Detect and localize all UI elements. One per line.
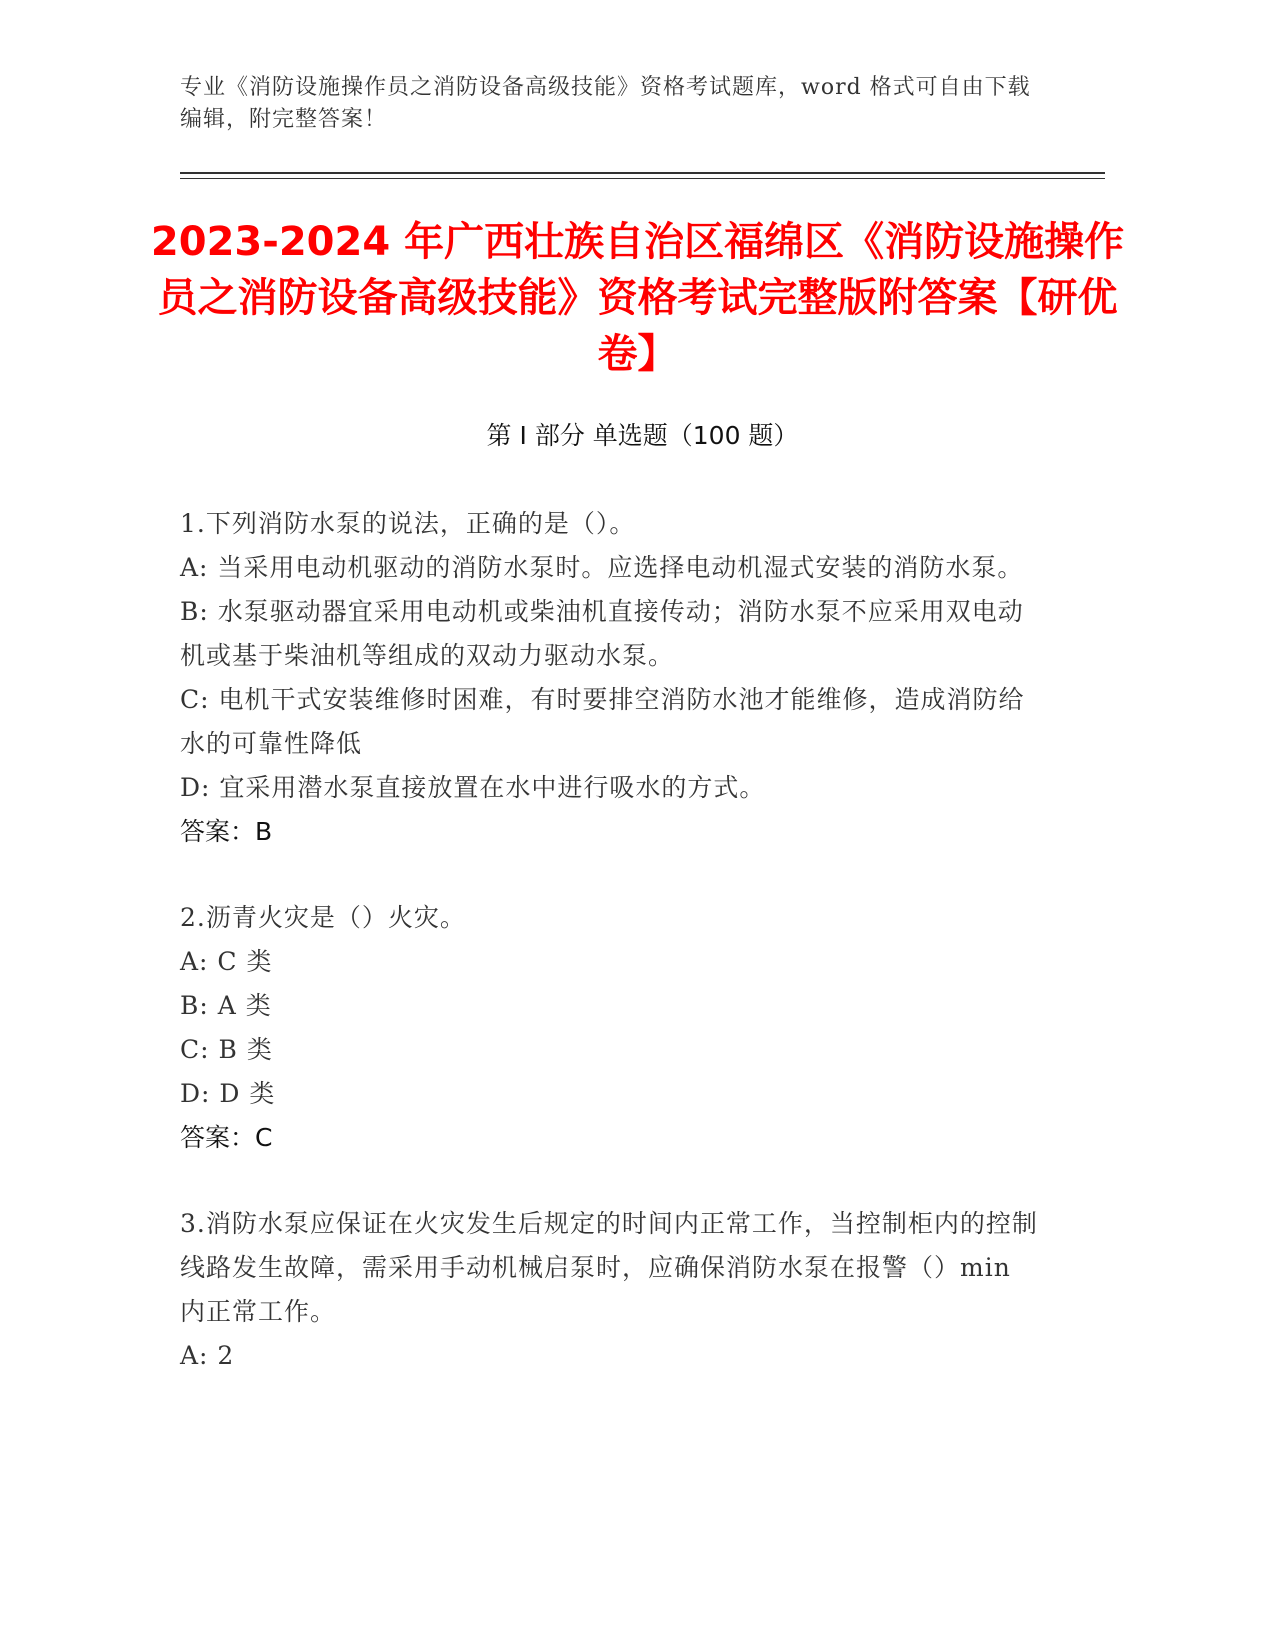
option-c: C: B 类	[180, 1035, 273, 1064]
option-b: B: 水泵驱动器宜采用电动机或柴油机直接传动；消防水泵不应采用双电动机或基于柴油机等组成的双动力驱动水泵。	[180, 597, 1024, 670]
question-2	[180, 896, 1040, 1160]
document-title: 2023-2024 年广西壮族自治区福绵区《消防设施操作员之消防设备高级技能》资格考试完整版附答案【研优卷】	[150, 219, 1125, 377]
answer-label: 答案：C	[180, 1123, 273, 1152]
option-b: B: A 类	[180, 991, 272, 1020]
section-title: 第 I 部分 单选题（100 题）	[486, 421, 799, 450]
question-stem: 2.沥青火灾是（）火灾。	[180, 903, 466, 932]
option-a: A: 当采用电动机驱动的消防水泵时。应选择电动机湿式安装的消防水泵。	[180, 553, 1024, 582]
header-divider-thin	[180, 178, 1105, 179]
header-divider-thick	[180, 172, 1105, 174]
option-d: D: 宜采用潜水泵直接放置在水中进行吸水的方式。	[180, 773, 766, 802]
answer-label: 答案：B	[180, 817, 273, 846]
question-list	[180, 502, 1040, 1420]
question-1	[180, 502, 1040, 854]
question-stem: 3.消防水泵应保证在火灾发生后规定的时间内正常工作，当控制柜内的控制线路发生故障，需采用手动机械启泵时，应确保消防水泵在报警（）min 内正常工作。	[180, 1209, 1038, 1326]
option-a: A: C 类	[180, 947, 273, 976]
option-c: C: 电机干式安装维修时困难，有时要排空消防水池才能维修，造成消防给水的可靠性降低	[180, 685, 1025, 758]
option-a: A: 2	[180, 1341, 235, 1370]
option-d: D: D 类	[180, 1079, 276, 1108]
header-note: 专业《消防设施操作员之消防设备高级技能》资格考试题库，word 格式可自由下载编辑，附完整答案！	[180, 75, 1031, 132]
question-stem: 1.下列消防水泵的说法，正确的是（）。	[180, 509, 636, 538]
question-3	[180, 1202, 1040, 1378]
